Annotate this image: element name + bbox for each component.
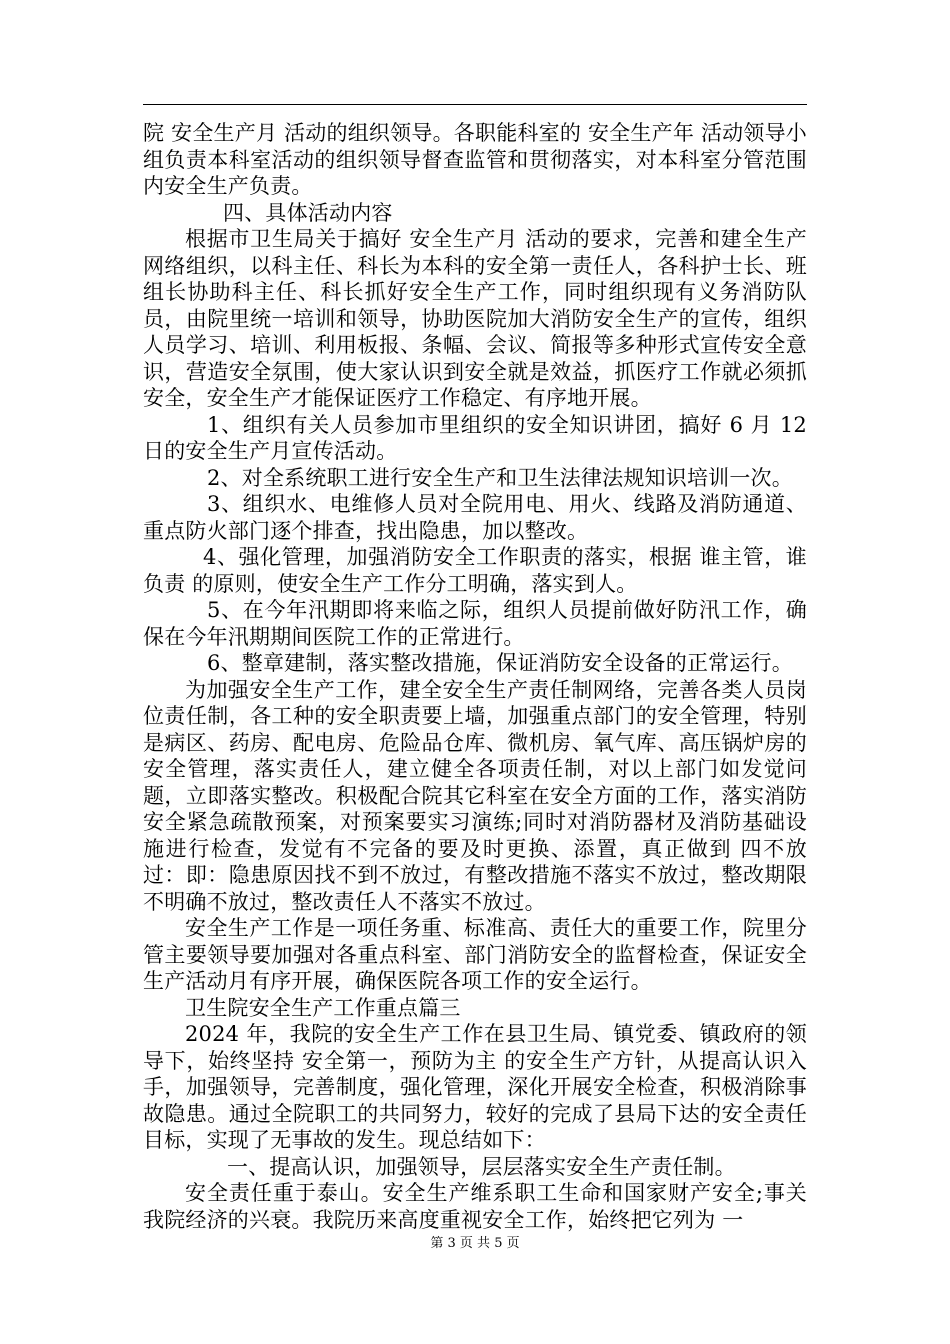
paragraph: 根据市卫生局关于搞好 安全生产月 活动的要求，完善和建全生产网络组织，以科主任、科长为本科的安全第一责任人，各科护士长、班组长协助科主任、科长抓好安全生产工作，同时组织现有义务消防队员，由院里统一培训和领导，协助医院加大消防安全生产的宣传，组织人员学习、培训、利用板报、条幅、会议、简报等多种形式宣传安全意识，营造安全氛围，使大家认识到安全就是效益，抓医疗工作就必须抓安全，安全生产才能保证医疗工作稳定、有序地开展。 (143, 227, 807, 410)
section-heading: 四、具体活动内容 (223, 200, 393, 225)
page-number: 第 3 页 共 5 页 (430, 1236, 520, 1251)
paragraph: 为加强安全生产工作，建全安全生产责任制网络，完善各类人员岗位责任制，各工种的安全职责要上墙，加强重点部门的安全管理，特别是病区、药房、配电房、危险品仓库、微机房、氧气库、高压锅炉房的安全管理，落实责任人，建立健全各项责任制，对以上部门如发觉问题，立即落实整改。积极配合院其它科室在安全方面的工作，落实消防安全紧急疏散预案，对预案要实习演练;同时对消防器材及消防基础设施进行检查，发觉有不完备的要及时更换、添置，真正做到 四不放过：即：隐患原因找不到不放过，有整改措施不落实不放过，整改期限不明确不放过，整改责任人不落实不放过。 (143, 677, 807, 914)
paragraph: 院 安全生产月 活动的组织领导。各职能科室的 安全生产年 活动领导小组负责本科室活动的组织领导督查监管和贯彻落实，对本科室分管范围内安全生产负责。 (143, 121, 807, 198)
list-item: 1、组织有关人员参加市里组织的安全知识讲团，搞好 6 月 12 日的安全生产月宣传活动。 (143, 412, 807, 463)
list-item: 6、整章建制，落实整改措施，保证消防安全设备的正常运行。 (207, 651, 793, 675)
document-body (143, 120, 807, 1233)
paragraph: 安全生产工作是一项任务重、标准高、责任大的重要工作，院里分管主要领导要加强对各重点科室、部门消防安全的监督检查，保证安全生产活动月有序开展，确保医院各项工作的安全运行。 (143, 916, 807, 993)
paragraph: 2024 年，我院的安全生产工作在县卫生局、镇党委、镇政府的领导下，始终坚持 安全第一，预防为主 的安全生产方针，从提高认识入手，加强领导，完善制度，强化管理，深化开展安全检查，积极消除事故隐患。通过全院职工的共同努力，较好的完成了县局下达的安全责任目标，实现了无事故的发生。现总结如下： (143, 1022, 807, 1152)
list-item: 3、组织水、电维修人员对全院用电、用火、线路及消防通道、重点防火部门逐个排查，找出隐患，加以整改。 (143, 492, 807, 543)
section-title: 卫生院安全生产工作重点篇三 (185, 995, 461, 1020)
header-rule (143, 104, 807, 105)
section-heading: 一、提高认识，加强领导，层层落实安全生产责任制。 (227, 1154, 736, 1179)
list-item: 4、强化管理，加强消防安全工作职责的落实，根据 谁主管，谁负责 的原则，使安全生产工作分工明确，落实到人。 (143, 545, 807, 596)
list-item: 2、对全系统职工进行安全生产和卫生法律法规知识培训一次。 (207, 465, 793, 490)
list-item: 5、在今年汛期即将来临之际，组织人员提前做好防汛工作，确保在今年汛期期间医院工作的正常进行。 (143, 598, 807, 649)
paragraph: 安全责任重于泰山。安全生产维系职工生命和国家财产安全;事关我院经济的兴衰。我院历来高度重视安全工作，始终把它列为 一 (143, 1181, 807, 1232)
